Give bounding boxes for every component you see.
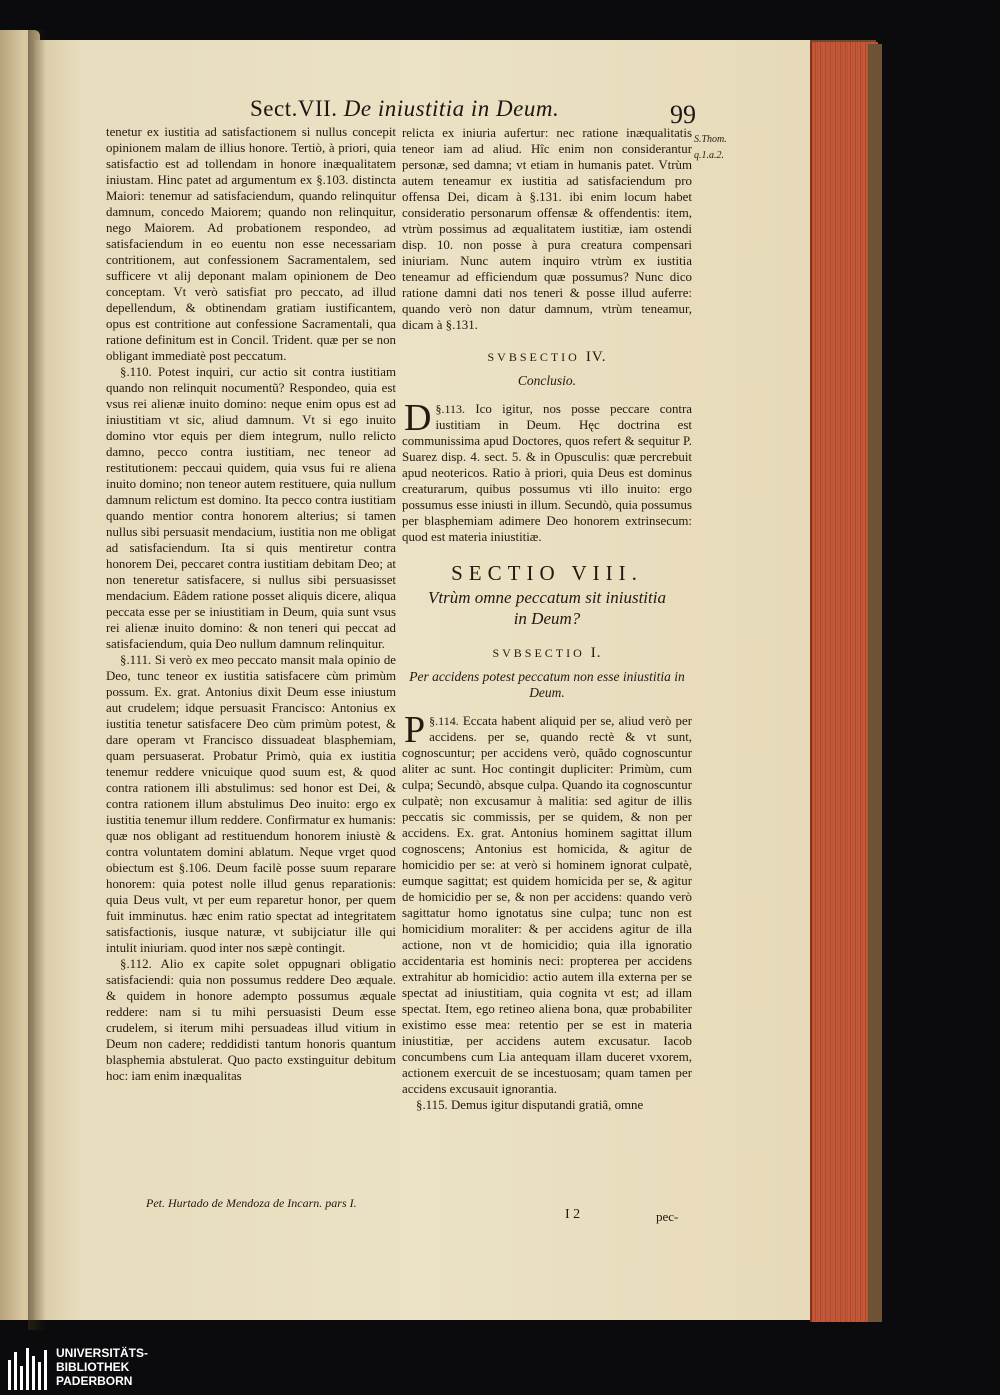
subsection-heading-iv bbox=[402, 349, 692, 365]
logo-line1: UNIVERSITÄTS- bbox=[56, 1346, 149, 1360]
margin-note-line1: S.Thom. bbox=[694, 134, 727, 145]
right-column bbox=[402, 125, 692, 1113]
paragraph-112: §.112. Alio ex capite solet oppugnari obligatio satisfaciendi: quia non possumus reddere Deo æquale. & quidem in honore adempto possumus æquale reddere: nam si tu mihi persuasisti Deum esse crudelem, si iterum mihi persuadeas illud vitium in Deum non cadere; reddidisti tantum honoris quantum blasphemia abstulerat. Quo pacto exstinguitur debitum hoc: iam enim inæqualitas bbox=[106, 957, 396, 1083]
library-logo bbox=[6, 1346, 206, 1390]
paragraph-continued-right: relicta ex iniuria aufertur: nec ratione inæqualitatis teneor iam ad aliud. Hîc enim non considerantur personæ, sed damna; vt etiam in humanis patet. Vtrùm autem teneamur ex iustitia ad satisfaciendum pro offensa Dei, dicam à §.131. ibi enim locum habet consideratio personarum offensæ & offendentis: item, vtrùm possimus ad æqualitatem iustitiæ, iam ostendi disp. 10. non posse à pura creatura compensari iniuriam. Nunc autem inquiro vtrùm ex iustitia teneamur ad efficiendum quæ possumus? Nunc dico ratione damni dati nos teneri & posse illud auferre: quando verò non datur damnum, vtrùm teneamur, dicam à §.131. bbox=[402, 126, 692, 332]
footer-author-line: Pet. Hurtado de Mendoza de Incarn. pars I. bbox=[146, 1196, 357, 1210]
paragraph-continued: tenetur ex iustitia ad satisfactionem si nullus concepit opinionem malam de illius honore. Tertiò, à priori, quia satisfactio est ad tollendam in honore inæqualitatem iniustam. Hinc patet ad argumentum ex §.103. distincta Maiori: tenemur ad satisfaciendum, quando relinquitur damnum, concedo Maiorem; quando non relinquitur, nego Maiorem. Ad probationem respondeo, ad satisfaciendum in eo euentu non esse necessariam contritionem, aut confessionem Sacramentalem, sed sufficere vt alij deponant malam opinionem de Deo conceptam. Vt verò satisfiat pro peccato, ad illud depellendum, & obtinendam gratiam iustificantem, opus est contritione aut confessione Sacramentali, qua ratione definitum est in Concil. Trident. quæ per se non obligant immediatè post peccatum. bbox=[106, 125, 396, 363]
drop-capital: D bbox=[404, 397, 432, 439]
book-board bbox=[868, 44, 882, 1322]
logo-line3: PADERBORN bbox=[56, 1374, 133, 1388]
logo-line2: BIBLIOTHEK bbox=[56, 1360, 130, 1374]
running-head bbox=[250, 96, 690, 122]
catchword: pec- bbox=[656, 1209, 679, 1224]
paragraph-mark: §.113. bbox=[435, 402, 466, 416]
subsection-label: SVBSECTIO bbox=[487, 350, 580, 364]
subsection-number: IV. bbox=[585, 349, 607, 365]
subsection-number: I. bbox=[590, 645, 602, 661]
signature-mark: I 2 bbox=[565, 1207, 581, 1222]
paragraph-text: Eccata habent aliquid per se, aliud verò per accidens. per se, quando rectè & vt sunt, cognoscuntur; per accidens verò, quãdo cognoscuntur aliter ac sunt. Hoc contingit dupliciter: Primùm, cum culpa; Secundò, absque culpa. Quando ita cognoscuntur culpatè; non excusamur à malitia: sed agitur de illis peccatis sic commissis, per se quidem, & non per accidens. Ex. grat. Antonius hominem sagittat illum cognoscens; Antonius est homicida, & agitur de homicidio per se: at verò si hominem ignorat culpatè, eumque sagittat; est quidem homicida per se, & agitur de homicidio per se, & non per accidens: quando verò sagittatur homo ignotatus sine culpa; tunc non est homicidium moraliter: & per accidens agitur de illa actione, non vt de homicidio; quia illa ignoratio accidentaria est hominis neci: propterea per accidens extrahitur ab homicidio: actio autem illa externa per se spectat ad iniustitiam, quia cognita vt est; ad illam spectat. Item, ego retineo aliena bona, quæ probabiliter existimo esse mea: retentio per se est in materia iniustitiæ, per accidens autem excusatur. Iacob concumbens cum Lia antequam illam duceret vxorem, actionem exercuit de se incestuosam; quam tamen per accidens excusauit ignorantia. bbox=[402, 714, 692, 1096]
subsection-label: SVBSECTIO bbox=[492, 646, 585, 660]
paragraph-text: Ico igitur, nos posse peccare contra iustitiam in Deum. Hęc doctrina est communissima apud Doctores, quos refert & sequitur P. Suarez disp. 4. sect. 5. & in Opusculis: quæ percrebuit apud neotericos. Ratio à priori, quia Deus est dominus creaturarum, quibus possumus vti illo inuito: ergo possumus esse iniusti in illum. Secundò, quia possumus per blasphemiam adimere Deo honorem extrinsecum: quod est materia iniustitiæ. bbox=[402, 402, 692, 544]
library-logo-text bbox=[56, 1346, 148, 1388]
margin-note-line2: q.1.a.2. bbox=[694, 150, 724, 161]
section-title: Vtrùm omne peccatum sit iniustitia in Deum? bbox=[428, 588, 666, 628]
drop-capital: P bbox=[404, 709, 426, 751]
subsection-heading-i bbox=[402, 645, 692, 661]
paragraph-114 bbox=[402, 709, 692, 1097]
library-logo-icon bbox=[6, 1346, 50, 1390]
running-head-section: Sect.VII. bbox=[250, 96, 338, 121]
paragraph-mark: §.114. bbox=[429, 714, 459, 728]
page-number: 99 bbox=[670, 100, 696, 129]
left-column bbox=[106, 124, 396, 1084]
conclusio-heading: Conclusio. bbox=[517, 373, 577, 388]
paragraph-115: §.115. Demus igitur disputandi gratiâ, omne bbox=[416, 1098, 644, 1112]
paragraph-110: §.110. Potest inquiri, cur actio sit contra iustitiam quando non relinquit nocumentũ? Respondeo, quia est vsus rei alienæ inuito domino: neque enim opus est ad iniustitiam vt sic, aliud damnum. Vt si ego inuito domino vtor equis per diem integrum, nullo relicto damno, pecco contra iustitiam, nec teneor ad restitutionem: peccaui quidem, quia vsus fui re aliena inuito domino; non teneor autem restituere, quia nullum damnum relictum est domino. Ita pecco contra iustitiam quando mentior contra honorem alterius; si tamen nullus sibi persuasit mendacium, iustitia non me obligat ad satisfaciendum. Ita si quis mentiretur contra honorem Dei, peccaret contra iustitiam debitam Deo; at non teneretur satisfacere, si nullus sibi persuasisset mendacium. Eâdem ratione posset aliquis dicere, aliqua peccata esse per se iniustitiam in Deum, quia sunt vsus rei alienæ inuito domino: & non teneri qui peccat ad satisfaciendum, quia Deo nullum damnum relinquitur. bbox=[106, 365, 396, 651]
paragraph-113 bbox=[402, 397, 692, 545]
paragraph-111: §.111. Si verò ex meo peccato mansit mala opinio de Deo, tunc teneor ex iustitia satisfacere cùm primùm possum. Ex. grat. Antonius dixit Deum esse iniustum aut crudelem; idque persuasit Francisco: Antonius ex iustitia tenetur satisfacere Deo cùm primùm potest, & dare operam vt Francisco dissuadeat blasphemiam, quam persuaserat. Probatur Primò, quia ex iustitia tenemur reddere vnicuique quod suum est, & quod contra rationem illi abstulimus: sed honor est Dei, & contra rationem illum abstulimus Deo inuito: ergo ex iustitia tenemur illum reddere. Confirmatur ex humanis: quæ nos obligant ad restituendum honorem iniustè & contra voluntatem domini ablatum. Neque vrget quod obiectum est §.106. Deum facilè posse suum reparare honorem: quia potest nolle illud genus reparationis: quia Deus vult, vt per eum reparetur honor, per quem fuit imminutus. hæc enim ratio spectat ad integritatem satisfactionis, iusque naturæ, vt subijciatur ille qui intulit iniuriam. quod inter nos sæpè contingit. bbox=[106, 653, 396, 955]
subsection-title: Per accidens potest peccatum non esse iniustitia in Deum. bbox=[409, 669, 685, 700]
running-head-title: De iniustitia in Deum. bbox=[343, 96, 560, 121]
book-gutter bbox=[28, 30, 46, 1330]
margin-note bbox=[694, 132, 760, 164]
section-heading: SECTIO VIII. bbox=[451, 561, 643, 585]
